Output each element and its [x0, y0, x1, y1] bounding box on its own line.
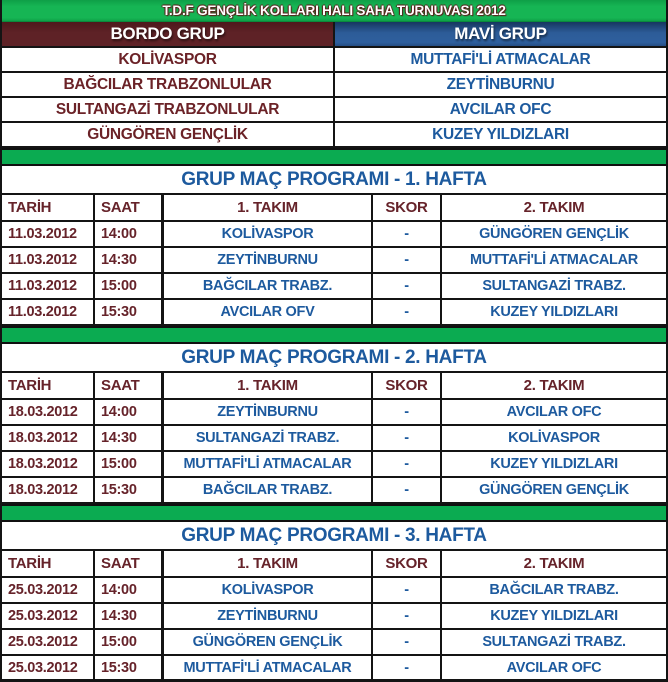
week-3-schedule-table — [2, 551, 666, 682]
match-team2: KUZEY YILDIZLARI — [490, 608, 618, 624]
match-team2: AVCILAR OFC — [506, 660, 602, 676]
mavi-group-name: MAVİ GRUP — [454, 24, 547, 43]
match-score: - — [373, 656, 442, 680]
match-team1: ZEYTİNBURNU — [164, 400, 373, 424]
match-time: 15:00 — [95, 452, 164, 476]
column-header-tarih: TARİH — [2, 195, 95, 220]
match-date: 25.03.2012 — [2, 630, 95, 654]
match-date: 18.03.2012 — [2, 478, 95, 502]
match-time: 15:00 — [95, 274, 164, 298]
match-date: 18.03.2012 — [2, 426, 95, 450]
match-date: 18.03.2012 — [2, 400, 95, 424]
week-3-title-row — [2, 522, 666, 551]
match-score: - — [373, 300, 442, 324]
match-team1: BAĞCILAR TRABZ. — [164, 274, 373, 298]
match-team2: KUZEY YILDIZLARI — [490, 304, 618, 320]
tournament-title-bar — [2, 0, 666, 22]
match-date: 11.03.2012 — [2, 300, 95, 324]
match-team1: AVCILAR OFV — [164, 300, 373, 324]
column-header-saat: SAAT — [95, 551, 164, 576]
column-header-saat: SAAT — [95, 195, 164, 220]
match-team2: GÜNGÖREN GENÇLİK — [479, 482, 629, 498]
column-header-tarih: TARİH — [2, 373, 95, 398]
match-score: - — [373, 222, 442, 246]
week-1-schedule-table — [2, 195, 666, 326]
match-team1: SULTANGAZİ TRABZ. — [164, 426, 373, 450]
bordo-team: SULTANGAZİ TRABZONLULAR — [2, 98, 335, 121]
match-date: 11.03.2012 — [2, 274, 95, 298]
column-header-takim1: 1. TAKIM — [164, 373, 373, 398]
match-row — [2, 300, 666, 326]
match-date: 11.03.2012 — [2, 248, 95, 272]
match-time: 14:30 — [95, 248, 164, 272]
week-1-title-row — [2, 166, 666, 195]
mavi-team: MUTTAFİ'Lİ ATMACALAR — [410, 50, 591, 68]
week-2-schedule-table — [2, 373, 666, 504]
match-time: 14:00 — [95, 222, 164, 246]
groups-table — [2, 22, 666, 148]
separator-bar — [2, 504, 666, 522]
match-date: 25.03.2012 — [2, 604, 95, 628]
match-team2: SULTANGAZİ TRABZ. — [482, 634, 626, 650]
group-header-row — [2, 22, 666, 48]
bordo-team: KOLİVASPOR — [2, 48, 335, 71]
bordo-group-name: BORDO GRUP — [110, 24, 225, 43]
column-header-skor: SKOR — [373, 551, 442, 576]
match-time: 14:30 — [95, 604, 164, 628]
match-row — [2, 452, 666, 478]
mavi-team: ZEYTİNBURNU — [446, 75, 555, 93]
bordo-group-header — [2, 22, 335, 46]
column-header-takim2: 2. TAKIM — [523, 555, 585, 572]
match-score: - — [373, 452, 442, 476]
separator-bar — [2, 148, 666, 166]
match-row — [2, 248, 666, 274]
match-row — [2, 478, 666, 504]
bordo-team: GÜNGÖREN GENÇLİK — [2, 123, 335, 146]
match-row — [2, 400, 666, 426]
match-time: 15:30 — [95, 656, 164, 680]
match-row — [2, 656, 666, 682]
column-header-saat: SAAT — [95, 373, 164, 398]
tournament-title: T.D.F GENÇLİK KOLLARI HALI SAHA TURNUVASI 2012 — [162, 3, 506, 18]
match-time: 15:30 — [95, 300, 164, 324]
match-row — [2, 578, 666, 604]
group-team-row — [2, 73, 666, 98]
match-team1: KOLİVASPOR — [164, 578, 373, 602]
match-date: 11.03.2012 — [2, 222, 95, 246]
separator-bar — [2, 326, 666, 344]
column-header-tarih: TARİH — [2, 551, 95, 576]
group-team-row — [2, 48, 666, 73]
week-2-title-row — [2, 344, 666, 373]
match-date: 25.03.2012 — [2, 656, 95, 680]
group-team-row — [2, 98, 666, 123]
group-team-row — [2, 123, 666, 148]
match-time: 14:30 — [95, 426, 164, 450]
mavi-group-header — [335, 22, 666, 46]
schedule-header-row — [2, 373, 666, 400]
match-team2: SULTANGAZİ TRABZ. — [482, 278, 626, 294]
match-team1: BAĞCILAR TRABZ. — [164, 478, 373, 502]
match-team1: GÜNGÖREN GENÇLİK — [164, 630, 373, 654]
match-row — [2, 604, 666, 630]
match-score: - — [373, 630, 442, 654]
schedule-header-row — [2, 551, 666, 578]
schedule-header-row — [2, 195, 666, 222]
match-score: - — [373, 248, 442, 272]
match-row — [2, 274, 666, 300]
match-team1: ZEYTİNBURNU — [164, 248, 373, 272]
match-row — [2, 222, 666, 248]
column-header-takim1: 1. TAKIM — [164, 551, 373, 576]
column-header-skor: SKOR — [373, 373, 442, 398]
mavi-team: AVCILAR OFC — [449, 100, 552, 118]
match-time: 15:00 — [95, 630, 164, 654]
match-score: - — [373, 478, 442, 502]
match-team1: MUTTAFİ'Lİ ATMACALAR — [164, 452, 373, 476]
column-header-takim2: 2. TAKIM — [523, 377, 585, 394]
match-team2: GÜNGÖREN GENÇLİK — [479, 226, 629, 242]
match-team2: BAĞCILAR TRABZ. — [489, 582, 619, 598]
match-team2: MUTTAFİ'Lİ ATMACALAR — [470, 252, 638, 268]
match-score: - — [373, 604, 442, 628]
match-row — [2, 426, 666, 452]
match-team1: KOLİVASPOR — [164, 222, 373, 246]
column-header-takim2: 2. TAKIM — [523, 199, 585, 216]
week-2-title: GRUP MAÇ PROGRAMI - 2. HAFTA — [181, 346, 487, 368]
match-score: - — [373, 274, 442, 298]
match-date: 25.03.2012 — [2, 578, 95, 602]
match-time: 14:00 — [95, 400, 164, 424]
match-team1: ZEYTİNBURNU — [164, 604, 373, 628]
week-1-title: GRUP MAÇ PROGRAMI - 1. HAFTA — [181, 168, 487, 190]
match-team2: AVCILAR OFC — [506, 404, 602, 420]
column-header-takim1: 1. TAKIM — [164, 195, 373, 220]
match-team1: MUTTAFİ'Lİ ATMACALAR — [164, 656, 373, 680]
week-3-title: GRUP MAÇ PROGRAMI - 3. HAFTA — [181, 524, 487, 546]
match-score: - — [373, 426, 442, 450]
match-team2: KOLİVASPOR — [508, 430, 600, 446]
match-date: 18.03.2012 — [2, 452, 95, 476]
match-team2: KUZEY YILDIZLARI — [490, 456, 618, 472]
match-row — [2, 630, 666, 656]
match-time: 14:00 — [95, 578, 164, 602]
mavi-team: KUZEY YILDIZLARI — [432, 125, 569, 143]
bordo-team: BAĞCILAR TRABZONLULAR — [2, 73, 335, 96]
match-time: 15:30 — [95, 478, 164, 502]
match-score: - — [373, 400, 442, 424]
column-header-skor: SKOR — [373, 195, 442, 220]
match-score: - — [373, 578, 442, 602]
